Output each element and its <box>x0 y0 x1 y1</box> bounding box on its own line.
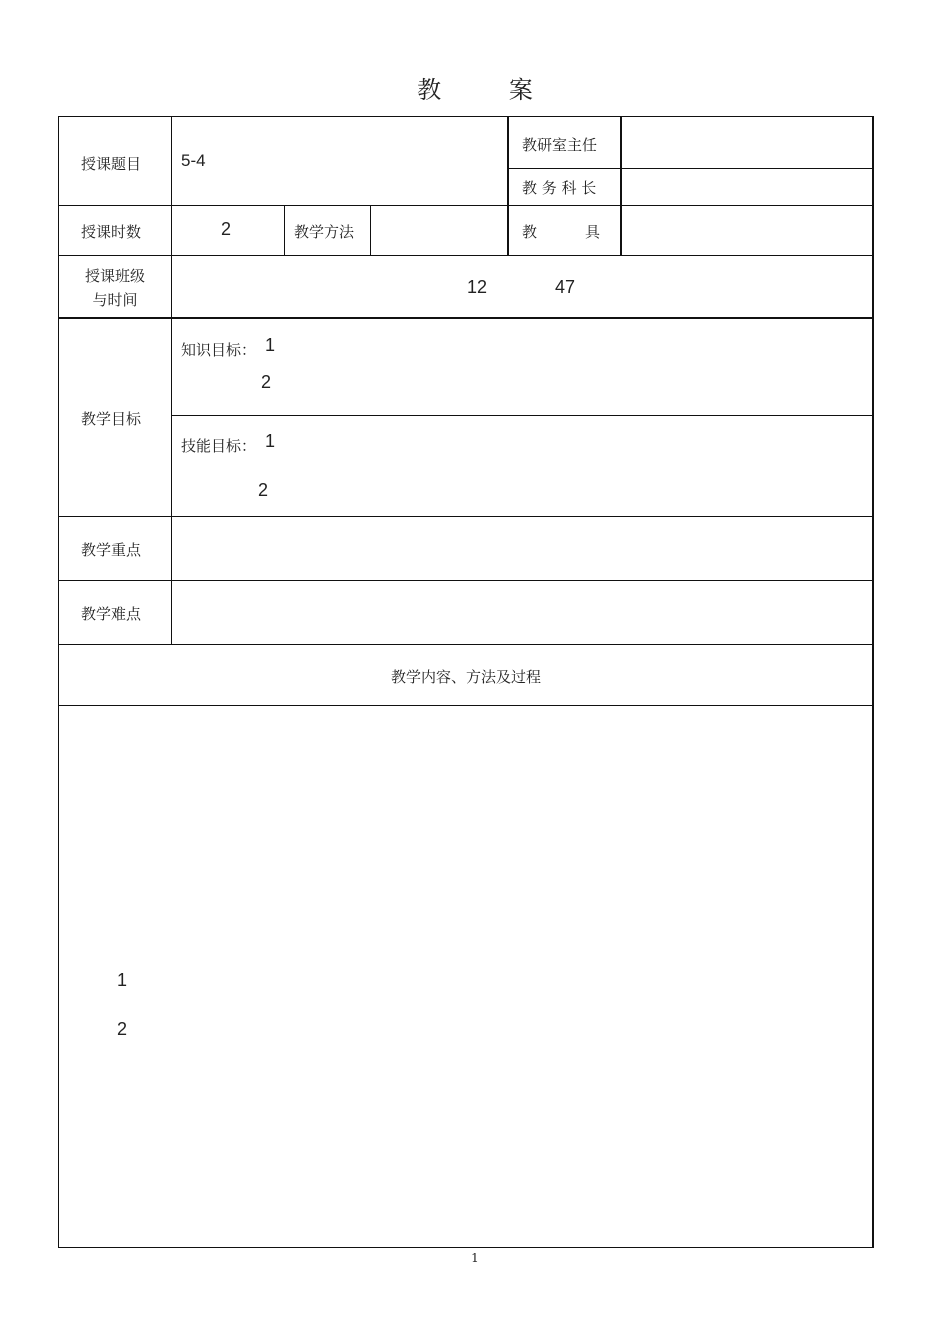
dean-label: 教 务 科 长 <box>522 179 597 197</box>
divider <box>59 255 873 256</box>
difficulties-label: 教学难点 <box>81 605 142 623</box>
lesson-plan-table <box>58 116 874 1248</box>
skill-goal-2: 2 <box>258 480 269 500</box>
process-item-1: 1 <box>117 970 128 990</box>
process-item-2: 2 <box>117 1019 128 1039</box>
topic-value: 5-4 <box>181 151 206 170</box>
knowledge-goal-2: 2 <box>261 372 272 392</box>
title-char-1: 教 <box>417 76 442 104</box>
hours-value: 2 <box>221 219 232 239</box>
process-header: 教学内容、方法及过程 <box>390 668 541 686</box>
divider <box>59 705 873 706</box>
key-points-label: 教学重点 <box>81 541 142 559</box>
document-title <box>0 70 950 105</box>
class-value-b: 47 <box>555 277 576 297</box>
method-label: 教学方法 <box>294 223 355 241</box>
divider <box>507 117 509 255</box>
knowledge-goal-label: 知识目标： <box>181 341 257 359</box>
divider <box>59 317 873 319</box>
divider <box>59 205 873 206</box>
tools-label: 教 具 <box>522 223 607 241</box>
divider <box>171 415 873 416</box>
divider <box>171 317 172 644</box>
goals-label: 教学目标 <box>81 410 142 428</box>
page-number: 1 <box>471 1251 479 1265</box>
divider <box>284 205 285 255</box>
skill-goal-1: 1 <box>265 431 276 451</box>
class-value-a: 12 <box>467 277 488 297</box>
director-label: 教研室主任 <box>522 136 598 154</box>
divider <box>171 255 172 317</box>
divider <box>171 117 172 255</box>
title-char-2: 案 <box>508 76 533 104</box>
knowledge-goal-1: 1 <box>265 335 276 355</box>
divider <box>59 580 873 581</box>
topic-label: 授课题目 <box>81 155 142 173</box>
divider <box>59 516 873 517</box>
class-label-line2: 与时间 <box>92 291 138 309</box>
divider <box>620 117 622 255</box>
divider <box>370 205 371 255</box>
hours-label: 授课时数 <box>81 223 142 241</box>
class-label-line1: 授课班级 <box>84 267 145 285</box>
skill-goal-label: 技能目标： <box>181 437 257 455</box>
divider <box>508 168 873 169</box>
divider <box>59 644 873 645</box>
